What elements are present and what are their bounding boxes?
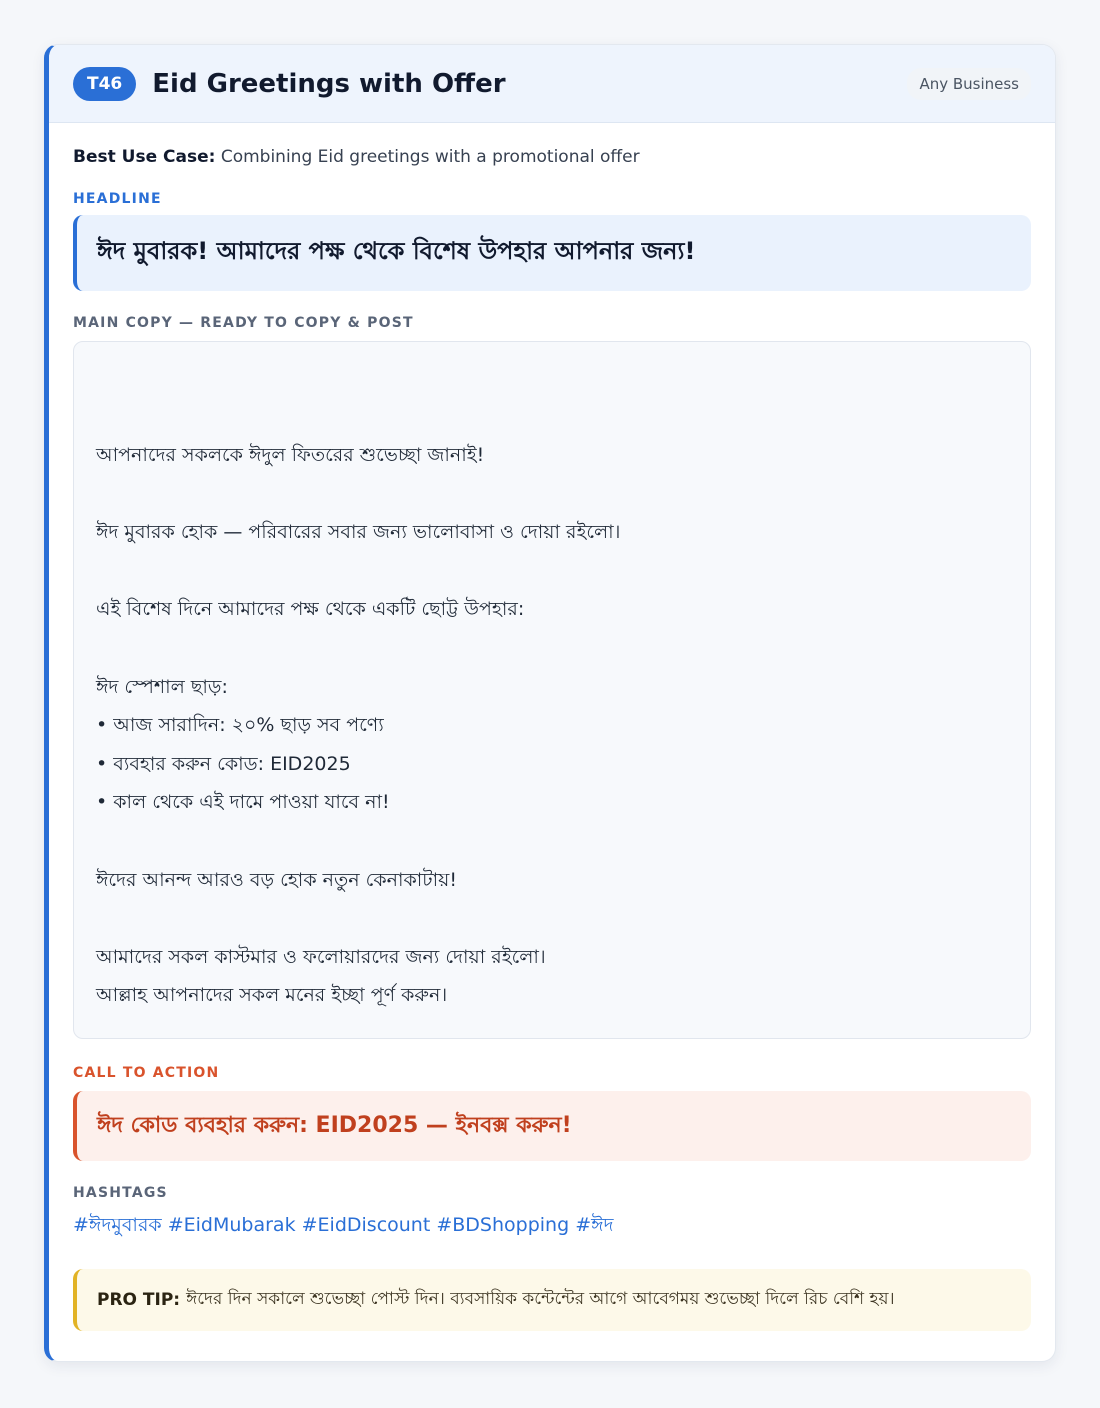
hashtags-text[interactable]: #ঈদমুবারক #EidMubarak #EidDiscount #BDShopping #ঈদ <box>73 1214 614 1236</box>
main-copy-line: ঈদের আনন্দ আরও বড় হোক নতুন কেনাকাটায়! <box>96 868 457 891</box>
main-copy-line: ঈদ মুবারক হোক — পরিবারের সবার জন্য ভালোবাসা ও দোয়া রইলো। <box>96 521 621 544</box>
card-body <box>49 123 1055 1331</box>
main-copy-line <box>96 629 1008 668</box>
main-copy-line: আমাদের সকল কাস্টমার ও ফলোয়ারদের জন্য দোয়া রইলো। <box>96 945 546 968</box>
headline-text[interactable]: ঈদ মুবারক! আমাদের পক্ষ থেকে বিশেষ উপহার আপনার জন্য! <box>73 215 1031 291</box>
cta-text[interactable]: ঈদ কোড ব্যবহার করুন: EID2025 — ইনবক্স করুন! <box>73 1091 1031 1161</box>
cta-label: CALL TO ACTION <box>73 1065 220 1081</box>
main-copy-line <box>96 552 1008 591</box>
main-copy-line: আল্লাহ আপনাদের সকল মনের ইচ্ছা পূর্ণ করুন। <box>96 984 448 1007</box>
business-type-pill: Any Business <box>907 68 1031 100</box>
card-header <box>49 45 1055 123</box>
main-copy-line: • ব্যবহার করুন কোড: EID2025 <box>96 752 351 775</box>
pro-tip-label: PRO TIP: <box>97 1290 181 1310</box>
headline-label: HEADLINE <box>73 191 162 207</box>
main-copy-line: • আজ সারাদিন: ২০% ছাড় সব পণ্যে <box>96 714 384 737</box>
template-id-badge: T46 <box>73 67 136 101</box>
main-copy-line: আপনাদের সকলকে ঈদুল ফিতরের শুভেচ্ছা জানাই! <box>96 444 485 466</box>
card-title: Eid Greetings with Offer <box>152 68 506 99</box>
use-case <box>73 147 1031 167</box>
hashtags-label: HASHTAGS <box>73 1185 168 1201</box>
main-copy-box[interactable] <box>73 341 1031 1039</box>
template-card <box>44 44 1056 1362</box>
pro-tip-text: ঈদের দিন সকালে শুভেচ্ছা পোস্ট দিন। ব্যবসায়িক কন্টেন্টের আগে আবেগময় শুভেচ্ছা দিলে রিচ বেশি হয়। <box>186 1289 895 1309</box>
main-copy-line <box>96 475 1008 514</box>
main-copy-line: এই বিশেষ দিনে আমাদের পক্ষ থেকে একটি ছোট্ট উপহার: <box>96 598 525 621</box>
main-copy-label: MAIN COPY — READY TO COPY & POST <box>73 315 414 331</box>
main-copy-line <box>96 822 1008 861</box>
pro-tip-box <box>73 1269 1031 1331</box>
main-copy-line: • কাল থেকে এই দামে পাওয়া যাবে না! <box>96 791 390 814</box>
main-copy-line <box>96 899 1008 938</box>
use-case-text: Combining Eid greetings with a promotional offer <box>220 147 640 167</box>
main-copy-line: ঈদ স্পেশাল ছাড়: <box>96 675 228 698</box>
use-case-label: Best Use Case: <box>73 147 216 167</box>
